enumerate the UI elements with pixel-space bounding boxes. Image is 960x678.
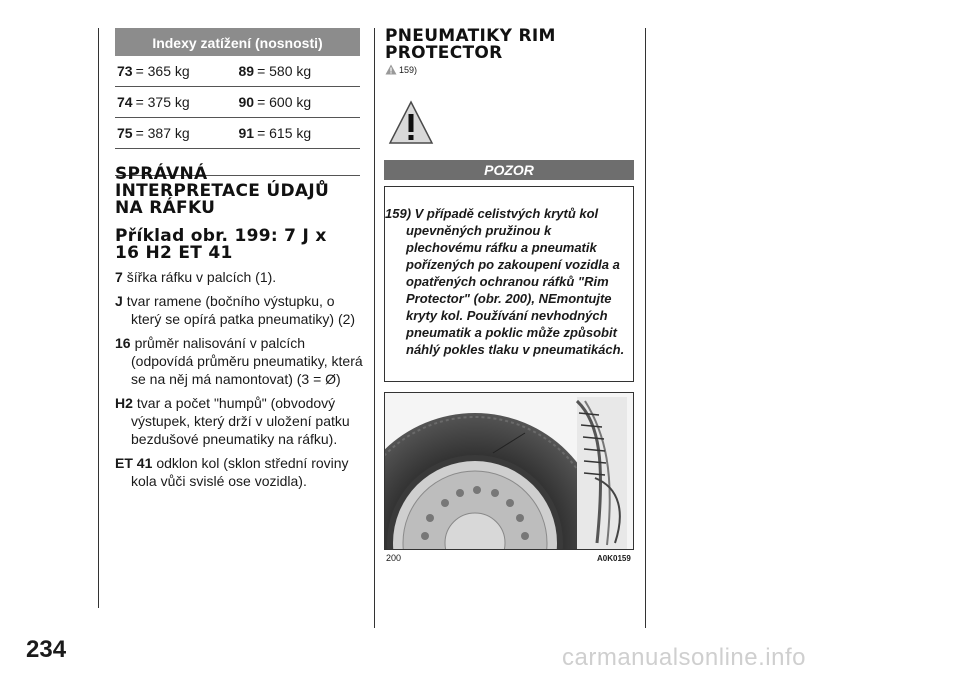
load-index-table-title: Indexy zatížení (nosnosti) <box>115 28 360 56</box>
definition-list <box>115 268 365 496</box>
figure-tyre-image <box>384 392 634 550</box>
divider-middle <box>374 28 375 628</box>
load-value: = 375 kg <box>135 94 190 110</box>
side-section-title <box>52 28 96 278</box>
definition-term: ET 41 <box>115 455 153 471</box>
figure-code: A0K0159 <box>597 554 631 563</box>
definition-term: J <box>115 293 123 309</box>
rim-protector-heading: PNEUMATIKY RIM PROTECTOR <box>385 26 556 63</box>
load-value: = 365 kg <box>135 63 190 79</box>
definition-item: 16 průměr nalisování v palcích (odpovídá průměru pneumatiky, která se na něj má namontovat) (3 = Ø) <box>115 335 363 387</box>
table-row <box>115 118 360 149</box>
load-value: = 600 kg <box>257 94 312 110</box>
table-row <box>115 56 360 87</box>
warning-triangle-icon <box>388 100 434 151</box>
load-index: 89 <box>238 63 255 79</box>
load-index: 91 <box>238 125 255 141</box>
table-row <box>115 87 360 118</box>
example-heading: Příklad obr. 199: 7 J x 16 H2 ET 41 <box>115 226 327 263</box>
load-index-table <box>115 28 360 176</box>
section-heading: SPRÁVNÁ INTERPRETACE ÚDAJŮ NA RÁFKU <box>115 164 330 218</box>
warning-label: POZOR <box>384 160 634 180</box>
warning-reference[interactable]: 159) <box>385 64 417 77</box>
definition-item: ET 41 odklon kol (sklon střední roviny kola vůči svislé ose vozidla). <box>115 455 349 489</box>
load-index: 75 <box>117 125 133 141</box>
load-value: = 387 kg <box>135 125 190 141</box>
warning-triangle-icon <box>385 64 397 77</box>
definition-item: J tvar ramene (bočního výstupku, o který se opírá patka pneumatiky) (2) <box>115 293 356 327</box>
load-index: 74 <box>117 94 133 110</box>
page-number: 234 <box>26 636 67 663</box>
load-index: 90 <box>238 94 255 110</box>
definition-term: H2 <box>115 395 133 411</box>
watermark: carmanualsonline.info <box>562 644 806 671</box>
definition-item: 7 šířka ráfku v palcích (1). <box>115 269 277 285</box>
load-value: = 580 kg <box>257 63 312 79</box>
definition-term: 7 <box>115 269 123 285</box>
definition-item: H2 tvar a počet "humpů" (obvodový výstupek, který drží v uložení patku bezdušové pneumatiky na ráfku). <box>115 395 350 447</box>
warning-text: 159) V případě celistvých krytů kol upevněných pružinou k plechovému ráfku a pneumatik pořízených po zakoupení vozidla a opatřených ochranou ráfků "Rim Protector" (obr. 200), NEmontujte kryty kol. Používání nevhodných pneumatik a poklic může způsobit náhlý pokles tlaku v pneumatikách. <box>385 206 625 357</box>
load-index: 73 <box>117 63 133 79</box>
divider-left <box>98 28 99 608</box>
divider-right <box>645 28 646 628</box>
definition-term: 16 <box>115 335 131 351</box>
load-value: = 615 kg <box>257 125 312 141</box>
figure-number: 200 <box>386 553 402 563</box>
